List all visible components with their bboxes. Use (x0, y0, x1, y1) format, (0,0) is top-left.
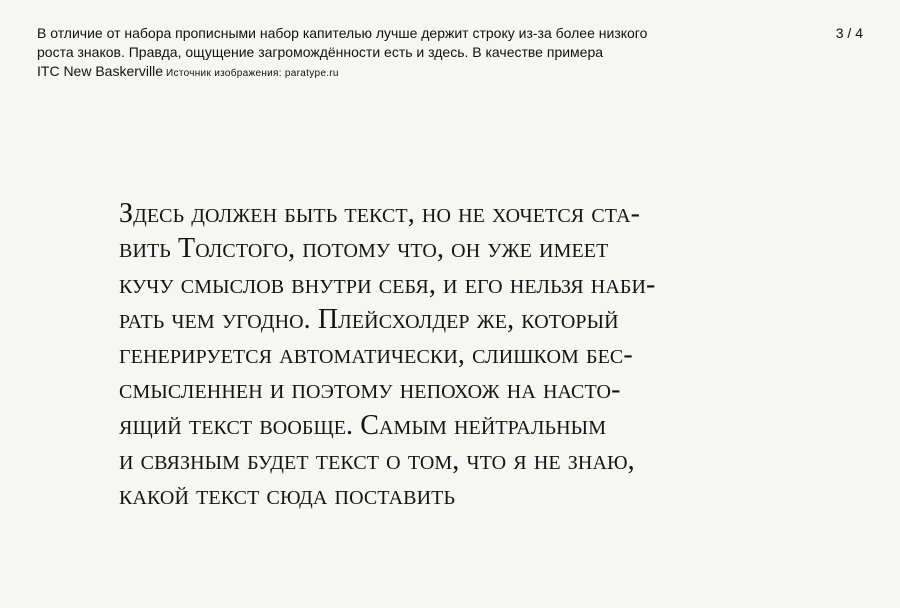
caption-line (37, 62, 757, 83)
page-counter: 3 / 4 (835, 25, 863, 41)
font-name: ITC New Baskerville (37, 63, 164, 79)
sample-line: и связным будет текст о том, что я не знаю, (119, 445, 635, 477)
slide-caption (37, 24, 757, 83)
sample-line: кучу смыслов внутри себя, и его нельзя наби- (119, 268, 656, 300)
small-caps-sample-text (119, 196, 819, 514)
sample-line: Здесь должен быть текст, но не хочется ста- (119, 198, 641, 229)
caption-line: В отличие от набора прописными набор капителью лучше держит строку из-за более низкого (37, 25, 648, 41)
sample-line: какой текст сюда поставить (119, 480, 456, 512)
sample-line: вить Толстого, потому что, он уже имеет (119, 233, 609, 265)
sample-line: генерируется автоматически, слишком бес- (119, 339, 633, 371)
image-source: Источник изображения: paratype.ru (166, 68, 339, 79)
sample-line: смысленнен и поэтому непохож на насто- (119, 374, 621, 406)
sample-line: ящий текст вообще. Самым нейтральным (119, 409, 607, 441)
caption-line: роста знаков. Правда, ощущение загромождённости есть и здесь. В качестве примера (37, 44, 604, 60)
sample-line: рать чем угодно. Плейсхолдер же, который (119, 303, 619, 335)
